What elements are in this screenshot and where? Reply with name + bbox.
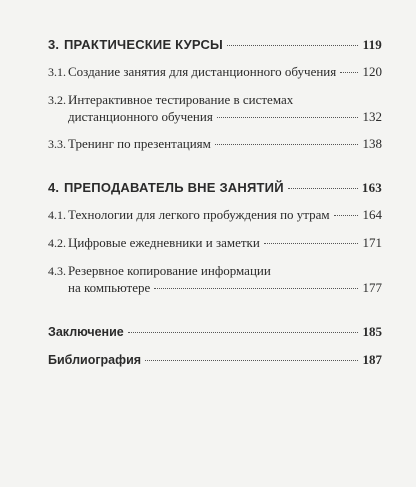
page-number: 164 — [362, 207, 382, 222]
page-number: 119 — [362, 37, 382, 52]
section-number: 3.1. — [48, 65, 66, 79]
section-title: Технологии для легкого пробуждения по утрам — [68, 207, 330, 222]
page-number: 132 — [362, 109, 382, 124]
toc-chapter-3[interactable] — [48, 36, 382, 53]
dot-leader — [334, 215, 358, 216]
section-number: 4.3. — [48, 264, 66, 278]
page-number: 185 — [362, 324, 382, 339]
section-title-line-1: Резервное копирование информации — [68, 263, 271, 278]
section-title-line-2: дистанционного обучения — [68, 109, 213, 124]
page-number: 177 — [362, 280, 382, 295]
toc-section-4-3[interactable] — [48, 262, 382, 296]
toc-chapter-4[interactable] — [48, 179, 382, 196]
dot-leader — [217, 117, 358, 118]
toc-bibliography[interactable] — [48, 351, 382, 369]
dot-leader — [264, 243, 358, 244]
toc-section-3-3[interactable] — [48, 135, 382, 153]
table-of-contents — [48, 36, 382, 369]
toc-section-3-2[interactable] — [48, 91, 382, 125]
page-number: 187 — [362, 352, 382, 367]
chapter-title: ПРАКТИЧЕСКИЕ КУРСЫ — [64, 37, 223, 52]
dot-leader — [154, 288, 358, 289]
dot-leader — [128, 332, 358, 333]
section-title-line-2: на компьютере — [68, 280, 151, 295]
dot-leader — [288, 188, 358, 189]
chapter-number: 3. — [48, 37, 60, 52]
page-number: 120 — [362, 64, 382, 79]
section-number: 4.1. — [48, 208, 66, 222]
section-title-line-1: Интерактивное тестирование в системах — [68, 92, 294, 107]
section-title: Цифровые ежедневники и заметки — [68, 235, 260, 250]
dot-leader — [145, 360, 358, 361]
toc-conclusion[interactable] — [48, 323, 382, 341]
toc-section-4-1[interactable] — [48, 206, 382, 224]
section-number: 3.2. — [48, 93, 66, 107]
dot-leader — [227, 45, 358, 46]
toc-section-4-2[interactable] — [48, 234, 382, 252]
section-title: Тренинг по презентациям — [68, 136, 211, 151]
misc-title: Заключение — [48, 325, 124, 339]
dot-leader — [340, 72, 358, 73]
section-number: 3.3. — [48, 137, 66, 151]
page-number: 163 — [361, 180, 382, 195]
dot-leader — [215, 144, 358, 145]
section-title: Создание занятия для дистанционного обучения — [68, 64, 337, 79]
misc-title: Библиография — [48, 353, 142, 367]
chapter-title: ПРЕПОДАВАТЕЛЬ ВНЕ ЗАНЯТИЙ — [64, 180, 284, 195]
section-number: 4.2. — [48, 236, 66, 250]
page-number: 171 — [362, 235, 382, 250]
chapter-number: 4. — [48, 180, 60, 195]
toc-section-3-1[interactable] — [48, 63, 382, 81]
page-number: 138 — [362, 136, 382, 151]
